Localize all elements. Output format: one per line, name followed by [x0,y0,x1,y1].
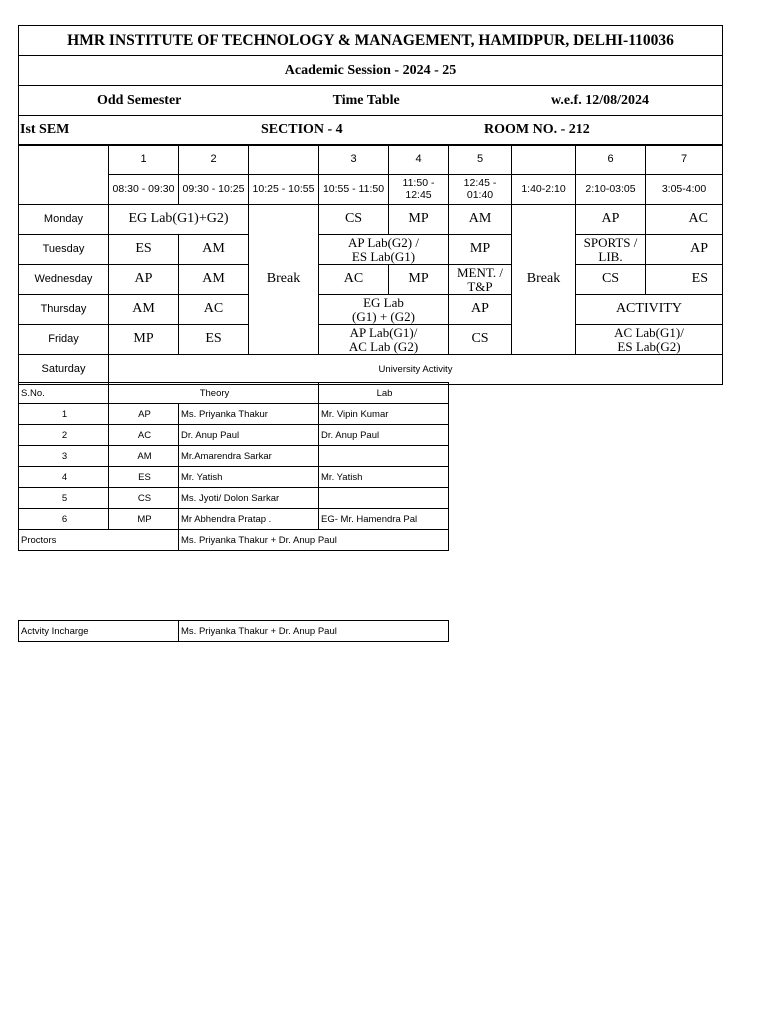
table-row [19,467,449,488]
class-cell: AC [646,205,723,235]
period-time: 09:30 - 10:25 [179,175,249,205]
class-cell: ES [646,265,723,295]
class-cell: AC [179,295,249,325]
lab-teacher [319,488,449,509]
table-row [19,509,449,530]
period-number: 5 [449,145,512,175]
lab-teacher: Dr. Anup Paul [319,425,449,446]
timetable-grid [18,144,723,385]
semester-row [19,86,723,116]
time-line: 01:40 [466,188,494,201]
room-label: ROOM NO. - 212 [484,122,590,137]
subject-code: AM [109,446,179,467]
column-header: S.No. [19,383,109,404]
theory-teacher: Dr. Anup Paul [179,425,319,446]
class-cell [319,235,449,265]
period-number: 3 [319,145,389,175]
period-time: 10:25 - 10:55 [249,175,319,205]
table-row [19,488,449,509]
period-time [389,175,449,205]
class-info-row [19,116,723,146]
subject-code: MP [109,509,179,530]
class-cell: CS [576,265,646,295]
class-cell: MP [389,265,449,295]
day-label: Monday [19,205,109,235]
document-type: Time Table [332,92,400,108]
class-line: MENT. / [457,264,503,280]
incharge-value: Ms. Priyanka Thakur + Dr. Anup Paul [179,621,449,642]
class-cell: AP [646,235,723,265]
serial-number: 3 [19,446,109,467]
serial-number: 2 [19,425,109,446]
class-cell: AM [179,235,249,265]
subject-code: CS [109,488,179,509]
column-header: Theory [109,383,319,404]
class-line: AP Lab(G1)/ [349,324,418,340]
class-cell: CS [449,325,512,355]
time-line: 12:45 [405,188,432,201]
period-time: 3:05-4:00 [646,175,723,205]
class-cell [319,325,449,355]
class-line: AC Lab (G2) [348,338,419,354]
class-cell: AC [319,265,389,295]
lab-teacher: EG- Mr. Hamendra Pal [319,509,449,530]
period-number: 2 [179,145,249,175]
serial-number: 5 [19,488,109,509]
table-row [19,404,449,425]
theory-teacher: Ms. Priyanka Thakur [179,404,319,425]
serial-number: 1 [19,404,109,425]
blank-period-cell [512,145,576,175]
lab-teacher: Mr. Vipin Kumar [319,404,449,425]
period-time-row [19,175,723,205]
class-line: LIB. [598,248,623,264]
lab-teacher: Mr. Yatish [319,467,449,488]
day-label: Tuesday [19,235,109,265]
faculty-header-row [19,383,449,404]
class-line: EG Lab [363,294,404,310]
wef-date: w.e.f. 12/08/2024 [551,92,649,108]
class-cell: AP [109,265,179,295]
table-row [19,446,449,467]
class-cell [576,235,646,265]
theory-teacher: Mr. Yatish [179,467,319,488]
subject-code: AC [109,425,179,446]
class-line: AP Lab(G2) / [347,234,419,250]
column-header: Lab [319,383,449,404]
time-line: 11:50 - [402,177,435,190]
day-row-thursday [19,295,723,325]
period-time: 10:55 - 11:50 [319,175,389,205]
class-cell [576,325,723,355]
theory-teacher: Mr Abhendra Pratap . [179,509,319,530]
faculty-table [18,382,449,551]
period-time [449,175,512,205]
semester-type: Odd Semester [97,92,182,108]
table-row [19,425,449,446]
class-cell: AP [449,295,512,325]
period-number: 4 [389,145,449,175]
break-cell: Break [249,205,319,355]
period-number-row [19,145,723,175]
class-cell: AM [449,205,512,235]
class-cell: MP [389,205,449,235]
class-line: (G1) + (G2) [352,308,415,324]
period-number: 1 [109,145,179,175]
class-line: SPORTS / [583,234,638,250]
class-cell [319,295,449,325]
class-line: AC Lab(G1)/ [614,324,684,340]
day-label: Thursday [19,295,109,325]
class-cell: ACTIVITY [576,295,723,325]
class-line: ES Lab(G2) [617,338,681,354]
corner-cell [19,145,109,205]
lab-teacher [319,446,449,467]
day-label: Friday [19,325,109,355]
serial-number: 6 [19,509,109,530]
day-row-tuesday [19,235,723,265]
period-number: 6 [576,145,646,175]
period-time: 08:30 - 09:30 [109,175,179,205]
incharge-row [19,621,449,642]
break-cell: Break [512,205,576,355]
proctors-label: Proctors [19,530,179,551]
period-time: 1:40-2:10 [512,175,576,205]
proctors-row [19,530,449,551]
day-row-monday [19,205,723,235]
class-cell [449,265,512,295]
header-table [18,25,723,146]
institute-title: HMR INSTITUTE OF TECHNOLOGY & MANAGEMENT, HAMIDPUR, DELHI-110036 [19,26,723,56]
incharge-label: Actvity Incharge [19,621,179,642]
blank-period-cell [249,145,319,175]
activity-incharge-table [18,620,449,642]
time-line: 12:45 - [463,177,497,190]
class-line: ES Lab(G1) [351,248,416,264]
university-activity: University Activity [109,355,723,385]
class-cell: AM [179,265,249,295]
class-cell: MP [449,235,512,265]
day-row-friday [19,325,723,355]
class-cell: CS [319,205,389,235]
class-cell: MP [109,325,179,355]
day-label: Saturday [19,355,109,385]
period-number: 7 [646,145,723,175]
theory-teacher: Ms. Jyoti/ Dolon Sarkar [179,488,319,509]
period-time: 2:10-03:05 [576,175,646,205]
class-cell: AM [109,295,179,325]
subject-code: AP [109,404,179,425]
class-cell: EG Lab(G1)+G2) [109,205,249,235]
academic-session: Academic Session - 2024 - 25 [19,56,723,86]
section-label: SECTION - 4 [261,122,343,137]
day-row-saturday [19,355,723,385]
day-row-wednesday [19,265,723,295]
subject-code: ES [109,467,179,488]
class-cell: ES [179,325,249,355]
serial-number: 4 [19,467,109,488]
day-label: Wednesday [19,265,109,295]
proctors-value: Ms. Priyanka Thakur + Dr. Anup Paul [179,530,449,551]
class-cell: AP [576,205,646,235]
theory-teacher: Mr.Amarendra Sarkar [179,446,319,467]
class-line: T&P [467,278,493,294]
sem-label: Ist SEM [20,122,70,137]
class-cell: ES [109,235,179,265]
